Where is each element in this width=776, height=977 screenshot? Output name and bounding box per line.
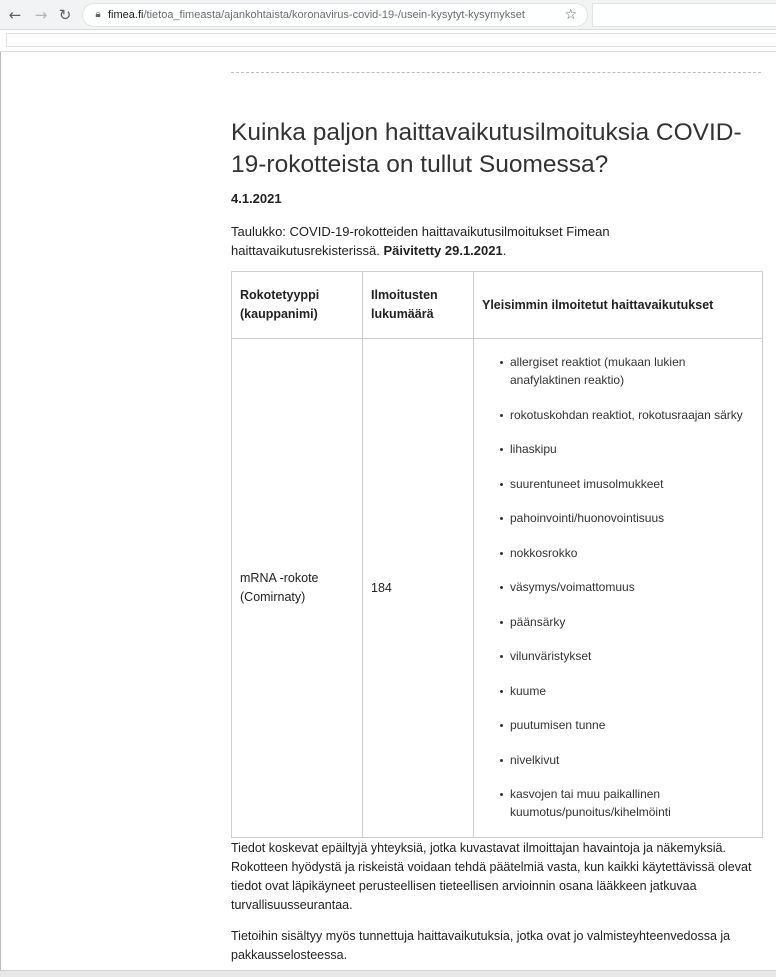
arrow-left-icon[interactable]: ← bbox=[8, 6, 22, 24]
bookmarks-bar bbox=[0, 30, 776, 52]
list-item: päänsärky bbox=[510, 613, 762, 631]
list-item: suurentuneet imusolmukkeet bbox=[510, 475, 762, 493]
article-title: Kuinka paljon haittavaikutusilmoituksia COVID-19-rokotteista on tullut Suomessa? bbox=[231, 119, 742, 178]
list-item: allergiset reaktiot (mukaan lukien anafylaktinen reaktio) bbox=[510, 353, 762, 389]
header-vaccine-type: Rokotetyyppi (kauppanimi) bbox=[232, 272, 363, 339]
footnote-paragraph-2: Tietoihin sisältyy myös tunnettuja haittavaikutuksia, jotka ovat jo valmisteyhteenvedossa ja pakkausselosteessa. bbox=[231, 929, 731, 962]
list-item: kuume bbox=[510, 682, 762, 700]
list-item: nivelkivut bbox=[510, 751, 762, 769]
header-common-effects: Yleisimmin ilmoitetut haittavaikutukset bbox=[474, 272, 763, 339]
arrow-right-icon[interactable]: → bbox=[34, 6, 48, 24]
list-item: rokotuskohdan reaktiot, rokotusraajan särky bbox=[510, 406, 762, 424]
list-item: väsymys/voimattomuus bbox=[510, 578, 762, 596]
url-text[interactable] bbox=[108, 8, 525, 22]
url-host: fimea.fi bbox=[108, 9, 144, 21]
caption-end: . bbox=[502, 243, 507, 258]
address-bar[interactable] bbox=[82, 3, 588, 27]
bookmarks-bar-field bbox=[6, 33, 776, 47]
table-row bbox=[232, 339, 763, 838]
toolbar-extension-area bbox=[592, 3, 776, 27]
list-item: nokkosrokko bbox=[510, 544, 762, 562]
footnote-paragraph-1: Tiedot koskevat epäiltyjä yhteyksiä, jotka kuvastavat ilmoittajan havaintoja ja näkemyksiä. Rokotteen hyödystä ja riskeistä voidaan tehdä päätelmiä vasta, kun kaikki käytettävissä olevat tiedot ovat läpikäyneet perusteellisen tieteellisen arvioinnin osana lääkkeen jatkuvaa turvallisuusseurantaa. bbox=[231, 841, 752, 912]
header-report-count: Ilmoitusten lukumäärä bbox=[363, 272, 474, 339]
list-item: kasvojen tai muu paikallinen kuumotus/punoitus/kihelmöinti bbox=[510, 785, 762, 821]
adverse-reports-table bbox=[231, 271, 763, 838]
cell-effects bbox=[474, 339, 763, 838]
window-border bbox=[0, 52, 1, 977]
reload-icon[interactable]: ↻ bbox=[58, 6, 72, 24]
table-header-row bbox=[232, 272, 763, 339]
star-icon[interactable]: ☆ bbox=[564, 7, 577, 23]
section-divider bbox=[231, 72, 761, 73]
list-item: lihaskipu bbox=[510, 440, 762, 458]
table-caption bbox=[231, 222, 651, 260]
cell-report-count: 184 bbox=[363, 339, 474, 838]
effects-list bbox=[474, 347, 762, 829]
caption-updated: Päivitetty 29.1.2021 bbox=[383, 243, 503, 258]
lock-icon[interactable]: 🔒︎ bbox=[95, 9, 101, 20]
list-item: vilunväristykset bbox=[510, 647, 762, 665]
cell-vaccine-type: mRNA -rokote (Comirnaty) bbox=[232, 339, 363, 838]
article-date: 4.1.2021 bbox=[231, 191, 282, 206]
browser-toolbar bbox=[0, 0, 776, 30]
horizontal-scrollbar[interactable] bbox=[0, 970, 776, 977]
list-item: pahoinvointi/huonovointisuus bbox=[510, 509, 762, 527]
url-path: /tietoa_fimeasta/ajankohtaista/koronavirus-covid-19-/usein-kysytyt-kysymykset bbox=[143, 9, 525, 21]
caption-text: Taulukko: COVID-19-rokotteiden haittavaikutusilmoitukset Fimean haittavaikutusrekisterissä. bbox=[231, 224, 610, 258]
list-item: puutumisen tunne bbox=[510, 716, 762, 734]
